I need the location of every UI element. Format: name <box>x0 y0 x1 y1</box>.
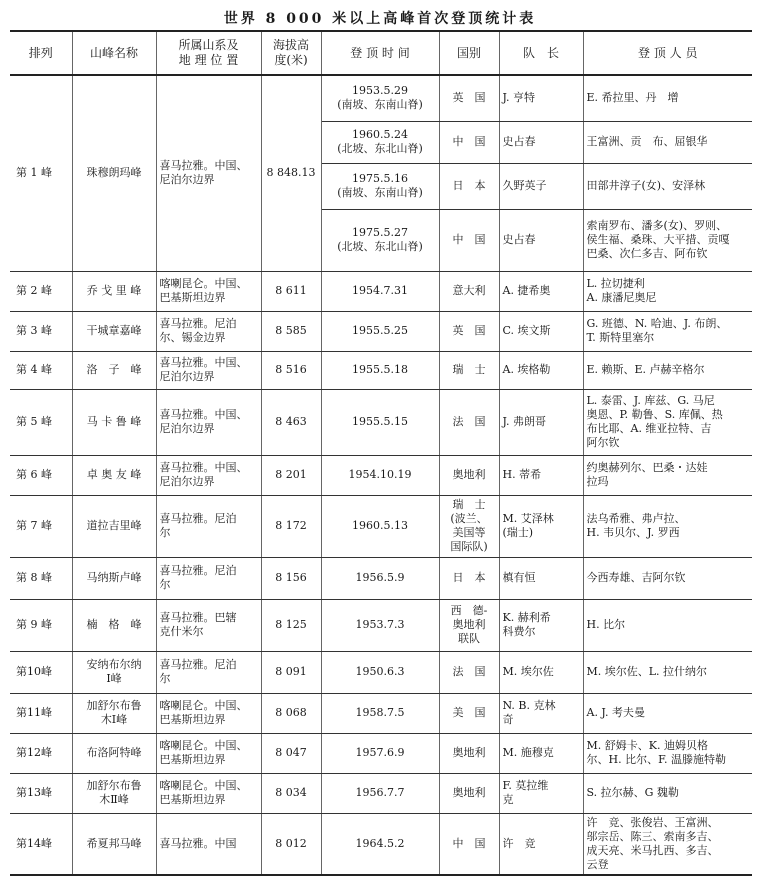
table-row <box>10 557 752 599</box>
members-cell: M. 埃尔佐、L. 拉什纳尔 <box>583 651 752 693</box>
date-cell: 1975.5.16 (南坡、东南山脊) <box>321 163 439 209</box>
rank-cell: 第 9 峰 <box>10 599 72 651</box>
leader-cell: M. 埃尔佐 <box>499 651 583 693</box>
peak-name-cell: 加舒尔布鲁 木Ⅰ峰 <box>72 693 156 733</box>
leader-cell: 久野英子 <box>499 163 583 209</box>
range-cell: 喜马拉雅。中国、 尼泊尔边界 <box>156 455 261 495</box>
members-cell: 许 竞、张俊岩、王富洲、 邬宗岳、陈三、索南多吉、 成天亮、米马扎西、多吉、 云登 <box>583 813 752 875</box>
members-cell: 约奥赫列尔、巴桑・达娃 拉玛 <box>583 455 752 495</box>
elevation-cell: 8 585 <box>261 311 321 351</box>
leader-cell: 槙有恒 <box>499 557 583 599</box>
date-cell: 1953.7.3 <box>321 599 439 651</box>
leader-cell: 许 竞 <box>499 813 583 875</box>
elevation-cell: 8 034 <box>261 773 321 813</box>
peak-name-cell: 楠 格 峰 <box>72 599 156 651</box>
country-cell: 瑞 士 (波兰、 美国等 国际队) <box>439 495 499 557</box>
rank-cell: 第 1 峰 <box>10 75 72 271</box>
date-cell: 1953.5.29 (南坡、东南山脊) <box>321 75 439 121</box>
elevation-cell: 8 047 <box>261 733 321 773</box>
country-cell: 美 国 <box>439 693 499 733</box>
elevation-cell: 8 068 <box>261 693 321 733</box>
range-cell: 喀喇昆仑。中国、 巴基斯坦边界 <box>156 693 261 733</box>
peak-name-cell: 马 卡 鲁 峰 <box>72 389 156 455</box>
peak-name-cell: 卓 奥 友 峰 <box>72 455 156 495</box>
header-date: 登 顶 时 间 <box>321 31 439 75</box>
leader-cell: J. 弗朗哥 <box>499 389 583 455</box>
country-cell: 英 国 <box>439 75 499 121</box>
members-cell: S. 拉尔赫、G 魏勒 <box>583 773 752 813</box>
table-row <box>10 651 752 693</box>
table-title: 世界 8 000 米以上高峰首次登顶统计表 <box>223 11 537 27</box>
peak-name-cell: 干城章嘉峰 <box>72 311 156 351</box>
range-cell: 喜马拉雅。中国、 尼泊尔边界 <box>156 389 261 455</box>
members-cell: 索南罗布、潘多(女)、罗则、 侯生福、桑珠、大平措、贡嘎 巴桑、次仁多吉、阿布钦 <box>583 209 752 271</box>
leader-cell: A. 捷希奥 <box>499 271 583 311</box>
range-cell: 喀喇昆仑。中国、 巴基斯坦边界 <box>156 271 261 311</box>
header-rank: 排列 <box>10 31 72 75</box>
country-cell: 奥地利 <box>439 455 499 495</box>
country-cell: 奥地利 <box>439 733 499 773</box>
table-row <box>10 389 752 455</box>
table-row <box>10 813 752 875</box>
elevation-cell: 8 172 <box>261 495 321 557</box>
date-cell: 1955.5.18 <box>321 351 439 389</box>
leader-cell: F. 莫拉维 克 <box>499 773 583 813</box>
peak-name-cell: 马纳斯卢峰 <box>72 557 156 599</box>
country-cell: 英 国 <box>439 311 499 351</box>
members-cell: G. 班德、N. 哈迪、J. 布朗、 T. 斯特里塞尔 <box>583 311 752 351</box>
peak-name-cell: 希夏邦马峰 <box>72 813 156 875</box>
elevation-cell: 8 201 <box>261 455 321 495</box>
leader-cell: 史占春 <box>499 121 583 163</box>
table-row <box>10 599 752 651</box>
date-cell: 1975.5.27 (北坡、东北山脊) <box>321 209 439 271</box>
date-cell: 1955.5.25 <box>321 311 439 351</box>
members-cell: E. 赖斯、E. 卢赫辛格尔 <box>583 351 752 389</box>
leader-cell: N. B. 克林 奇 <box>499 693 583 733</box>
rank-cell: 第 3 峰 <box>10 311 72 351</box>
country-cell: 奥地利 <box>439 773 499 813</box>
summit-table <box>10 30 752 876</box>
rank-cell: 第14峰 <box>10 813 72 875</box>
elevation-cell: 8 012 <box>261 813 321 875</box>
date-cell: 1957.6.9 <box>321 733 439 773</box>
rank-cell: 第 7 峰 <box>10 495 72 557</box>
members-cell: 法乌希雅、弗卢拉、 H. 韦贝尔、J. 罗西 <box>583 495 752 557</box>
members-cell: 王富洲、贡 布、屈银华 <box>583 121 752 163</box>
members-cell: L. 拉切捷利 A. 康潘尼奥尼 <box>583 271 752 311</box>
members-cell: A. J. 考夫曼 <box>583 693 752 733</box>
country-cell: 中 国 <box>439 209 499 271</box>
range-cell: 喜马拉雅。中国 <box>156 813 261 875</box>
leader-cell: H. 蒂希 <box>499 455 583 495</box>
peak-name-cell: 道拉吉里峰 <box>72 495 156 557</box>
table-row <box>10 311 752 351</box>
date-cell: 1954.10.19 <box>321 455 439 495</box>
members-cell: 今西寿雄、吉阿尔钦 <box>583 557 752 599</box>
peak-name-cell: 乔 戈 里 峰 <box>72 271 156 311</box>
header-range: 所属山系及 地 理 位 置 <box>156 31 261 75</box>
table-row <box>10 733 752 773</box>
range-cell: 喜马拉雅。中国、 尼泊尔边界 <box>156 351 261 389</box>
country-cell: 法 国 <box>439 389 499 455</box>
leader-cell: A. 埃格勒 <box>499 351 583 389</box>
elevation-cell: 8 156 <box>261 557 321 599</box>
range-cell: 喜马拉雅。尼泊 尔 <box>156 557 261 599</box>
date-cell: 1955.5.15 <box>321 389 439 455</box>
country-cell: 法 国 <box>439 651 499 693</box>
members-cell: H. 比尔 <box>583 599 752 651</box>
members-cell: M. 舒姆卡、K. 迪姆贝格 尔、H. 比尔、F. 温滕施特勒 <box>583 733 752 773</box>
members-cell: L. 泰雷、J. 库兹、G. 马尼 奥恩、P. 勒鲁、S. 库佩、热 布比耶、A. 维亚拉特、吉 阿尔钦 <box>583 389 752 455</box>
elevation-cell: 8 516 <box>261 351 321 389</box>
header-name: 山峰名称 <box>72 31 156 75</box>
range-cell: 喜马拉雅。中国、 尼泊尔边界 <box>156 75 261 271</box>
header-country: 国别 <box>439 31 499 75</box>
elevation-cell: 8 611 <box>261 271 321 311</box>
rank-cell: 第12峰 <box>10 733 72 773</box>
rank-cell: 第 8 峰 <box>10 557 72 599</box>
peak-name-cell: 加舒尔布鲁 木Ⅱ峰 <box>72 773 156 813</box>
rank-cell: 第 2 峰 <box>10 271 72 311</box>
country-cell: 中 国 <box>439 121 499 163</box>
peak-name-cell: 安纳布尔纳 Ⅰ峰 <box>72 651 156 693</box>
table-row <box>10 271 752 311</box>
header-row <box>10 31 752 75</box>
date-cell: 1954.7.31 <box>321 271 439 311</box>
leader-cell: K. 赫利希 科费尔 <box>499 599 583 651</box>
elevation-cell: 8 463 <box>261 389 321 455</box>
leader-cell: J. 亨特 <box>499 75 583 121</box>
country-cell: 日 本 <box>439 163 499 209</box>
range-cell: 喀喇昆仑。中国、 巴基斯坦边界 <box>156 733 261 773</box>
leader-cell: M. 艾泽林 (瑞士) <box>499 495 583 557</box>
rank-cell: 第 5 峰 <box>10 389 72 455</box>
table-row <box>10 75 752 121</box>
leader-cell: M. 施穆克 <box>499 733 583 773</box>
range-cell: 喀喇昆仑。中国、 巴基斯坦边界 <box>156 773 261 813</box>
table-row <box>10 351 752 389</box>
date-cell: 1956.5.9 <box>321 557 439 599</box>
country-cell: 瑞 士 <box>439 351 499 389</box>
table-row <box>10 455 752 495</box>
members-cell: 田部井淳子(女)、安泽林 <box>583 163 752 209</box>
peak-name-cell: 布洛阿特峰 <box>72 733 156 773</box>
date-cell: 1950.6.3 <box>321 651 439 693</box>
table-row <box>10 773 752 813</box>
rank-cell: 第 4 峰 <box>10 351 72 389</box>
leader-cell: C. 埃文斯 <box>499 311 583 351</box>
header-leader: 队 长 <box>499 31 583 75</box>
country-cell: 意大利 <box>439 271 499 311</box>
table-row <box>10 495 752 557</box>
peak-name-cell: 洛 子 峰 <box>72 351 156 389</box>
rank-cell: 第11峰 <box>10 693 72 733</box>
table-row <box>10 693 752 733</box>
elevation-cell: 8 091 <box>261 651 321 693</box>
header-elevation: 海拔高 度(米) <box>261 31 321 75</box>
header-members: 登 顶 人 员 <box>583 31 752 75</box>
country-cell: 中 国 <box>439 813 499 875</box>
rank-cell: 第13峰 <box>10 773 72 813</box>
elevation-cell: 8 848.13 <box>261 75 321 271</box>
elevation-cell: 8 125 <box>261 599 321 651</box>
range-cell: 喜马拉雅。尼泊 尔 <box>156 495 261 557</box>
rank-cell: 第 6 峰 <box>10 455 72 495</box>
range-cell: 喜马拉雅。尼泊 尔、锡金边界 <box>156 311 261 351</box>
date-cell: 1960.5.13 <box>321 495 439 557</box>
date-cell: 1956.7.7 <box>321 773 439 813</box>
date-cell: 1960.5.24 (北坡、东北山脊) <box>321 121 439 163</box>
rank-cell: 第10峰 <box>10 651 72 693</box>
date-cell: 1958.7.5 <box>321 693 439 733</box>
range-cell: 喜马拉雅。尼泊 尔 <box>156 651 261 693</box>
date-cell: 1964.5.2 <box>321 813 439 875</box>
members-cell: E. 希拉里、丹 增 <box>583 75 752 121</box>
range-cell: 喜马拉雅。巴辖 克什米尔 <box>156 599 261 651</box>
country-cell: 日 本 <box>439 557 499 599</box>
country-cell: 西 德- 奥地利 联队 <box>439 599 499 651</box>
peak-name-cell: 珠穆朗玛峰 <box>72 75 156 271</box>
leader-cell: 史占春 <box>499 209 583 271</box>
